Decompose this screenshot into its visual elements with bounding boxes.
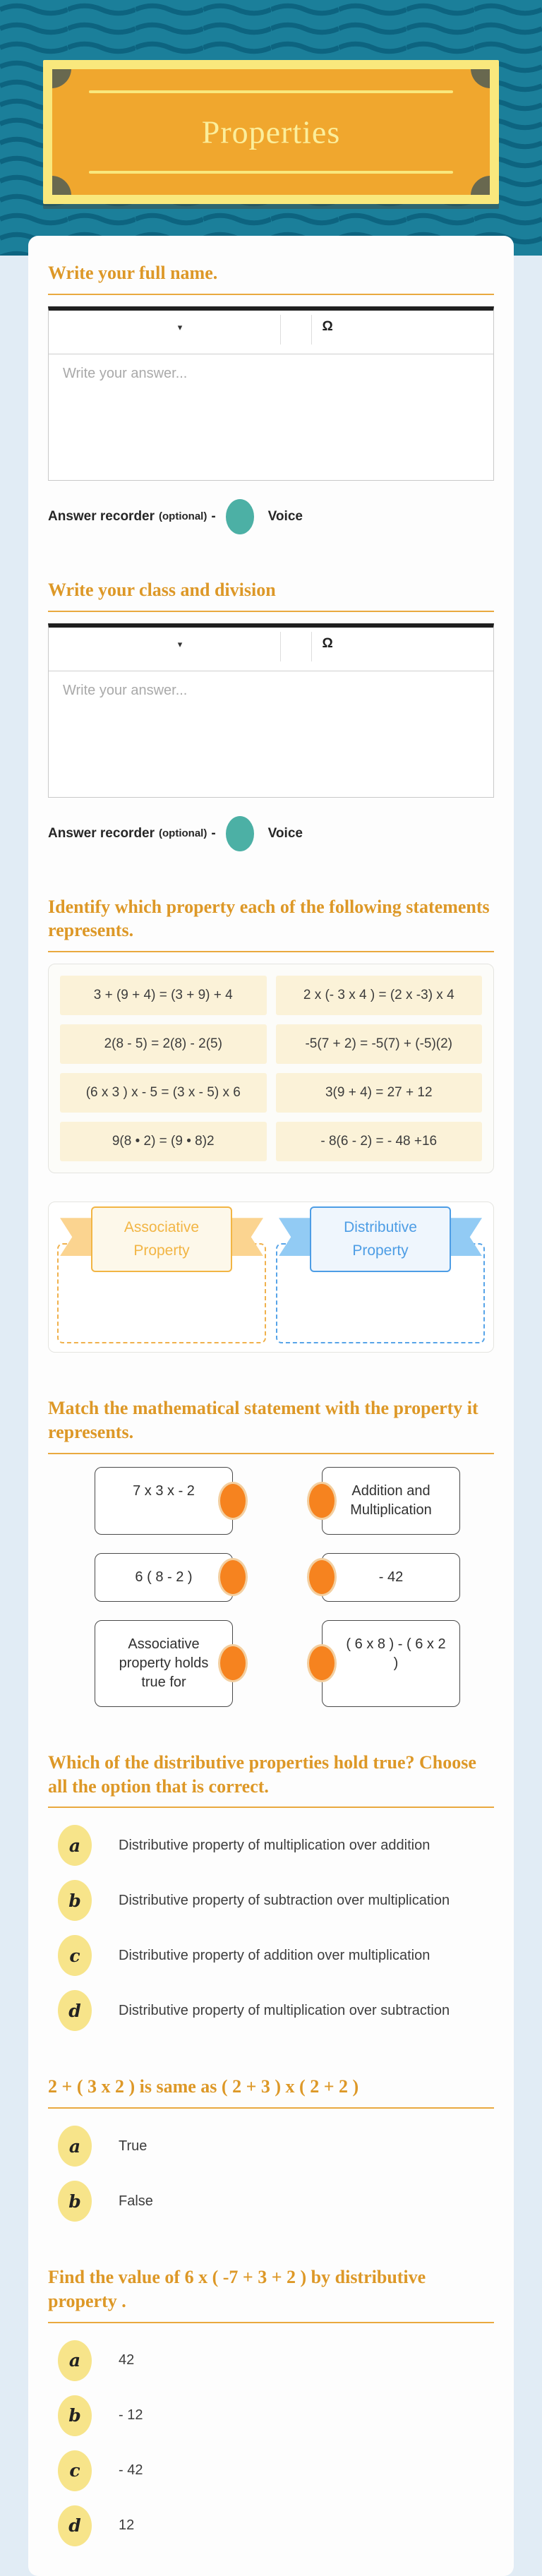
rich-text-editor: [48, 306, 494, 481]
question-underline: [48, 611, 494, 612]
option-letter-badge[interactable]: b: [58, 2395, 92, 2436]
distributive-ribbon-label: Distributive Property: [310, 1206, 451, 1272]
option-letter-badge[interactable]: c: [58, 2450, 92, 2491]
match-item-left[interactable]: [95, 1467, 233, 1535]
choice-option-a[interactable]: [48, 2126, 494, 2167]
banner-corner-decor: [471, 176, 490, 195]
draggable-statement[interactable]: - 8(6 - 2) = - 48 +16: [276, 1122, 483, 1161]
question-full-name: [48, 261, 494, 534]
option-letter-badge[interactable]: b: [58, 2181, 92, 2222]
option-letter-badge[interactable]: a: [58, 2126, 92, 2167]
associative-ribbon-label: Associative Property: [91, 1206, 232, 1272]
draggable-statement[interactable]: 3 + (9 + 4) = (3 + 9) + 4: [60, 976, 267, 1015]
editor-toolbar: [49, 311, 493, 354]
worksheet-card: [28, 236, 514, 2576]
choice-option-d[interactable]: [48, 2505, 494, 2546]
match-item-right[interactable]: [322, 1620, 460, 1707]
banner-corner-decor: [471, 69, 490, 88]
answer-textarea[interactable]: [49, 354, 493, 480]
banner-decor-line-bottom: [89, 171, 453, 174]
question-title: Identify which property each of the following statements represents.: [48, 896, 490, 941]
option-label: False: [119, 2193, 153, 2209]
answer-recorder-row: [48, 499, 494, 534]
match-item-right[interactable]: [322, 1467, 460, 1535]
option-label: True: [119, 2138, 147, 2154]
voice-label: Voice: [267, 825, 303, 841]
choice-option-c[interactable]: [48, 2450, 494, 2491]
option-label: 42: [119, 2352, 135, 2368]
text-style-dropdown-icon[interactable]: ▾: [177, 638, 183, 649]
match-item-label: Associative property holds true for: [119, 1636, 209, 1690]
option-letter-badge[interactable]: a: [58, 2340, 92, 2381]
title-banner-inner: [52, 69, 490, 195]
match-item-left[interactable]: [95, 1620, 233, 1707]
draggable-statement[interactable]: (6 x 3 ) x - 5 = (3 x - 5) x 6: [60, 1073, 267, 1113]
answer-textarea[interactable]: [49, 671, 493, 797]
recorder-label: Answer recorder: [48, 825, 155, 841]
question-title: Match the mathematical statement with the property it represents.: [48, 1398, 478, 1442]
choice-option-b[interactable]: [48, 2395, 494, 2436]
title-banner: [43, 60, 499, 204]
match-connector-icon[interactable]: [307, 1644, 337, 1682]
option-label: Distributive property of multiplication over addition: [119, 1837, 430, 1853]
question-identify-property: [48, 895, 494, 1353]
banner-corner-decor: [52, 69, 71, 88]
option-label: 12: [119, 2517, 135, 2534]
question-underline: [48, 1453, 494, 1454]
statement-tiles-grid: [60, 976, 482, 1161]
question-title: Find the value of 6 x ( -7 + 3 + 2 ) by distributive property .: [48, 2267, 426, 2311]
question-match-statement: [48, 1396, 494, 1707]
choice-option-c[interactable]: [48, 1935, 494, 1976]
match-connector-icon[interactable]: [218, 1558, 248, 1596]
voice-label: Voice: [267, 508, 303, 524]
question-title: Which of the distributive properties hold true? Choose all the option that is correct.: [48, 1751, 476, 1797]
question-underline: [48, 2322, 494, 2323]
question-underline: [48, 294, 494, 295]
special-character-omega-icon[interactable]: Ω: [322, 318, 333, 334]
option-letter-badge[interactable]: a: [58, 1825, 92, 1866]
match-connector-icon[interactable]: [307, 1482, 337, 1520]
text-style-dropdown-icon[interactable]: ▾: [177, 321, 183, 333]
question-title: Write your full name.: [48, 263, 218, 283]
match-row: [48, 1620, 494, 1707]
draggable-statement[interactable]: 2 x (- 3 x 4 ) = (2 x -3) x 4: [276, 976, 483, 1015]
match-item-label: 6 ( 8 - 2 ): [135, 1569, 193, 1585]
option-letter-badge[interactable]: b: [58, 1880, 92, 1921]
associative-ribbon: [91, 1206, 232, 1272]
voice-record-button[interactable]: [226, 816, 254, 851]
option-label: Distributive property of subtraction over multiplication: [119, 1892, 450, 1908]
choice-option-a[interactable]: [48, 1825, 494, 1866]
draggable-statement[interactable]: -5(7 + 2) = -5(7) + (-5)(2): [276, 1024, 483, 1064]
draggable-statement[interactable]: 3(9 + 4) = 27 + 12: [276, 1073, 483, 1113]
option-label: Distributive property of addition over multiplication: [119, 1947, 430, 1963]
draggable-statement[interactable]: 2(8 - 5) = 2(8) - 2(5): [60, 1024, 267, 1064]
worksheet-header: [0, 0, 542, 256]
distributive-ribbon: [310, 1206, 451, 1272]
choice-option-b[interactable]: [48, 1880, 494, 1921]
rich-text-editor: [48, 623, 494, 798]
option-label: - 12: [119, 2407, 143, 2424]
drop-bins-container: [48, 1202, 494, 1353]
recorder-optional-label: (optional): [159, 827, 207, 840]
voice-record-button[interactable]: [226, 499, 254, 534]
question-underline: [48, 1807, 494, 1808]
match-connector-icon[interactable]: [218, 1644, 248, 1682]
draggable-statement[interactable]: 9(8 • 2) = (9 • 8)2: [60, 1122, 267, 1161]
option-label: Distributive property of multiplication over subtraction: [119, 2002, 450, 2018]
question-title: Write your class and division: [48, 579, 276, 600]
match-row: [48, 1467, 494, 1535]
match-item-right[interactable]: [322, 1553, 460, 1602]
match-connector-icon[interactable]: [307, 1558, 337, 1596]
recorder-dash: -: [211, 825, 216, 841]
match-item-label: 7 x 3 x - 2: [133, 1482, 195, 1499]
match-row: [48, 1553, 494, 1602]
question-underline: [48, 951, 494, 952]
match-item-label: Addition and Multiplication: [350, 1482, 432, 1518]
drop-zone-associative[interactable]: [57, 1219, 266, 1343]
match-item-left[interactable]: [95, 1553, 233, 1602]
question-find-value: [48, 2265, 494, 2546]
toolbar-divider: [311, 315, 312, 345]
question-true-false: [48, 2075, 494, 2222]
worksheet-title: Properties: [201, 114, 341, 150]
choice-option-d[interactable]: [48, 1990, 494, 2031]
toolbar-divider: [311, 632, 312, 661]
recorder-dash: -: [211, 508, 216, 524]
question-title: 2 + ( 3 x 2 ) is same as ( 2 + 3 ) x ( 2 + 2 ): [48, 2076, 359, 2097]
match-item-label: ( 6 x 8 ) - ( 6 x 2 ): [346, 1636, 446, 1671]
toolbar-divider: [280, 632, 281, 661]
statement-tiles-container: [48, 964, 494, 1173]
question-underline: [48, 2107, 494, 2109]
option-letter-badge[interactable]: c: [58, 1935, 92, 1976]
toolbar-divider: [280, 315, 281, 345]
banner-corner-decor: [52, 176, 71, 195]
option-label: - 42: [119, 2462, 143, 2479]
editor-toolbar: [49, 628, 493, 671]
option-letter-badge[interactable]: d: [58, 2505, 92, 2546]
answer-recorder-row: [48, 816, 494, 851]
match-connector-icon[interactable]: [218, 1482, 248, 1520]
drop-zone-distributive[interactable]: [276, 1219, 485, 1343]
match-item-label: - 42: [378, 1569, 404, 1585]
choice-option-b[interactable]: [48, 2181, 494, 2222]
recorder-label: Answer recorder: [48, 508, 155, 524]
question-choose-distributive: [48, 1751, 494, 2032]
option-letter-badge[interactable]: d: [58, 1990, 92, 2031]
recorder-optional-label: (optional): [159, 510, 207, 523]
question-class-division: [48, 578, 494, 851]
special-character-omega-icon[interactable]: Ω: [322, 635, 333, 651]
banner-decor-line-top: [89, 90, 453, 93]
choice-option-a[interactable]: [48, 2340, 494, 2381]
